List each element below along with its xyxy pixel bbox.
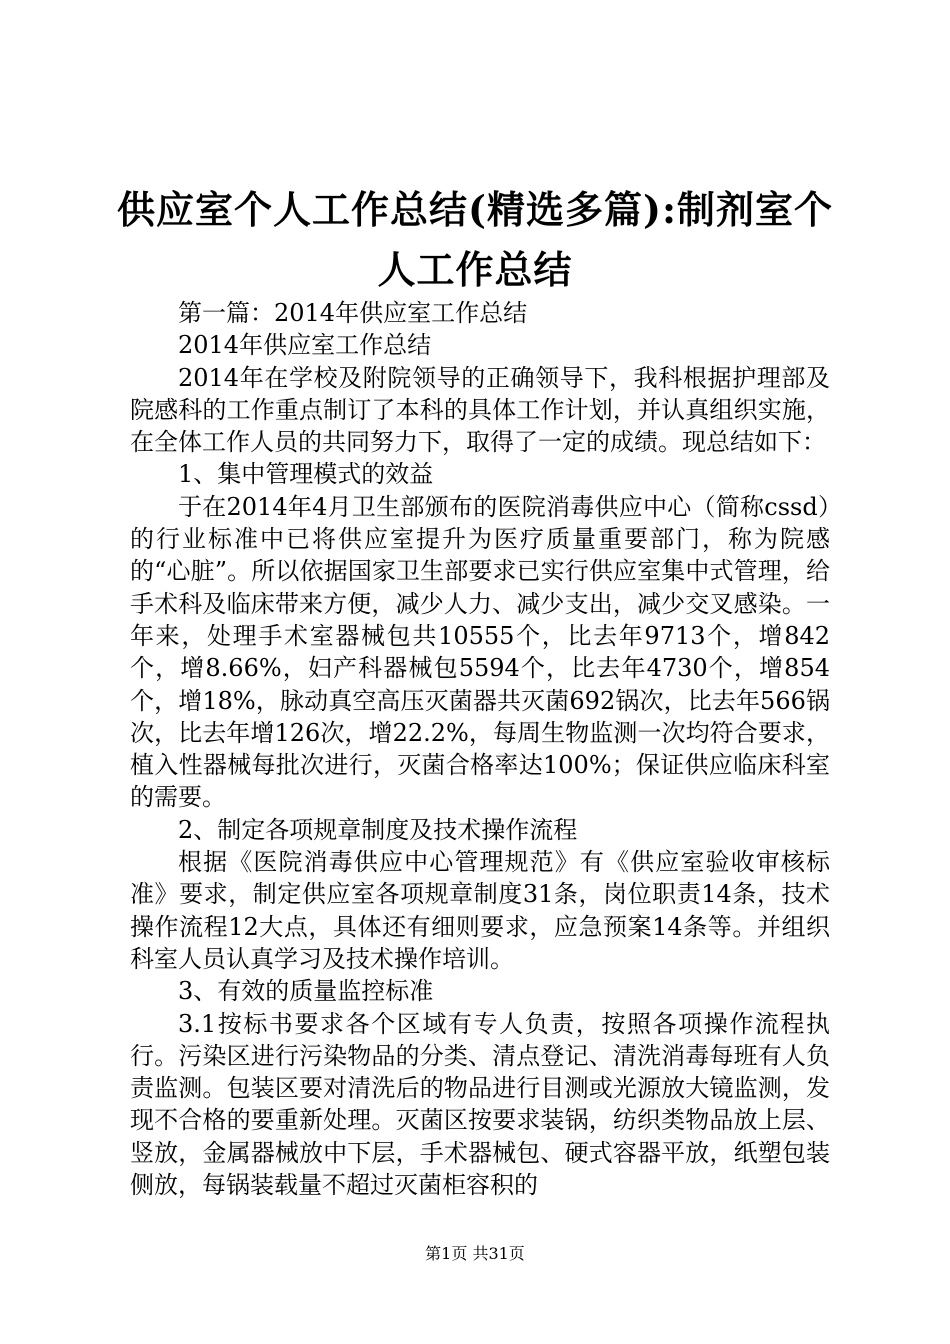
- paragraph-body-3: 3.1按标书要求各个区域有专人负责，按照各项操作流程执行。污染区进行污染物品的分类、清点登记、清洗消毒每班有人负责监测。包装区要对清洗后的物品进行目测或光源放大镜监测，发现不合格的要重新处理。灭菌区按要求装锅，纺织类物品放上层、竖放，金属器械放中下层，手术器械包、硬式容器平放，纸塑包装侧放，每锅装载量不超过灭菌柜容积的: [130, 1009, 830, 1200]
- paragraph-heading-3: 3、有效的质量监控标准: [178, 977, 434, 1006]
- paragraph-body-2: 根据《医院消毒供应中心管理规范》有《供应室验收审核标准》要求，制定供应室各项规章制度31条，岗位职责14条，技术操作流程12大点，具体还有细则要求，应急预案14条等。并组织科室人员认真学习及技术操作培训。: [130, 848, 830, 973]
- paragraph-section-heading: 第一篇：2014年供应室工作总结: [178, 299, 528, 327]
- paragraph-subtitle: 2014年供应室工作总结: [178, 331, 432, 360]
- paragraph-heading-1: 1、集中管理模式的效益: [178, 460, 434, 489]
- paragraph-body-1: 于在2014年4月卫生部颁布的医院消毒供应中心（简称cssd）的行业标准中已将供应室提升为医疗质量重要部门，称为院感的“心脏”。所以依据国家卫生部要求已实行供应室集中式管理，给手术科及临床带来方便，减少人力、减少支出，减少交叉感染。一年来，处理手术室器械包共10555个，比去年9713个，增842个，增8.66%，妇产科器械包5594个，比去年4730个，增854个，增18%，脉动真空高压灭菌器共灭菌692锅次，比去年566锅次，比去年增126次，增22.2%，每周生物监测一次均符合要求，植入性器械每批次进行，灭菌合格率达100%；保证供应临床科室的需要。: [130, 492, 830, 812]
- paragraph-heading-2: 2、制定各项规章制度及技术操作流程: [178, 815, 578, 844]
- document-body: [130, 297, 830, 1201]
- document-title: 供应室个人工作总结(精选多篇):制剂室个人工作总结: [117, 187, 833, 292]
- paragraph-intro: 2014年在学校及附院领导的正确领导下，我科根据护理部及院感科的工作重点制订了本科的具体工作计划，并认真组织实施，在全体工作人员的共同努力下，取得了一定的成绩。现总结如下：: [130, 363, 830, 457]
- page-footer: 第1页 共31页: [425, 1244, 525, 1263]
